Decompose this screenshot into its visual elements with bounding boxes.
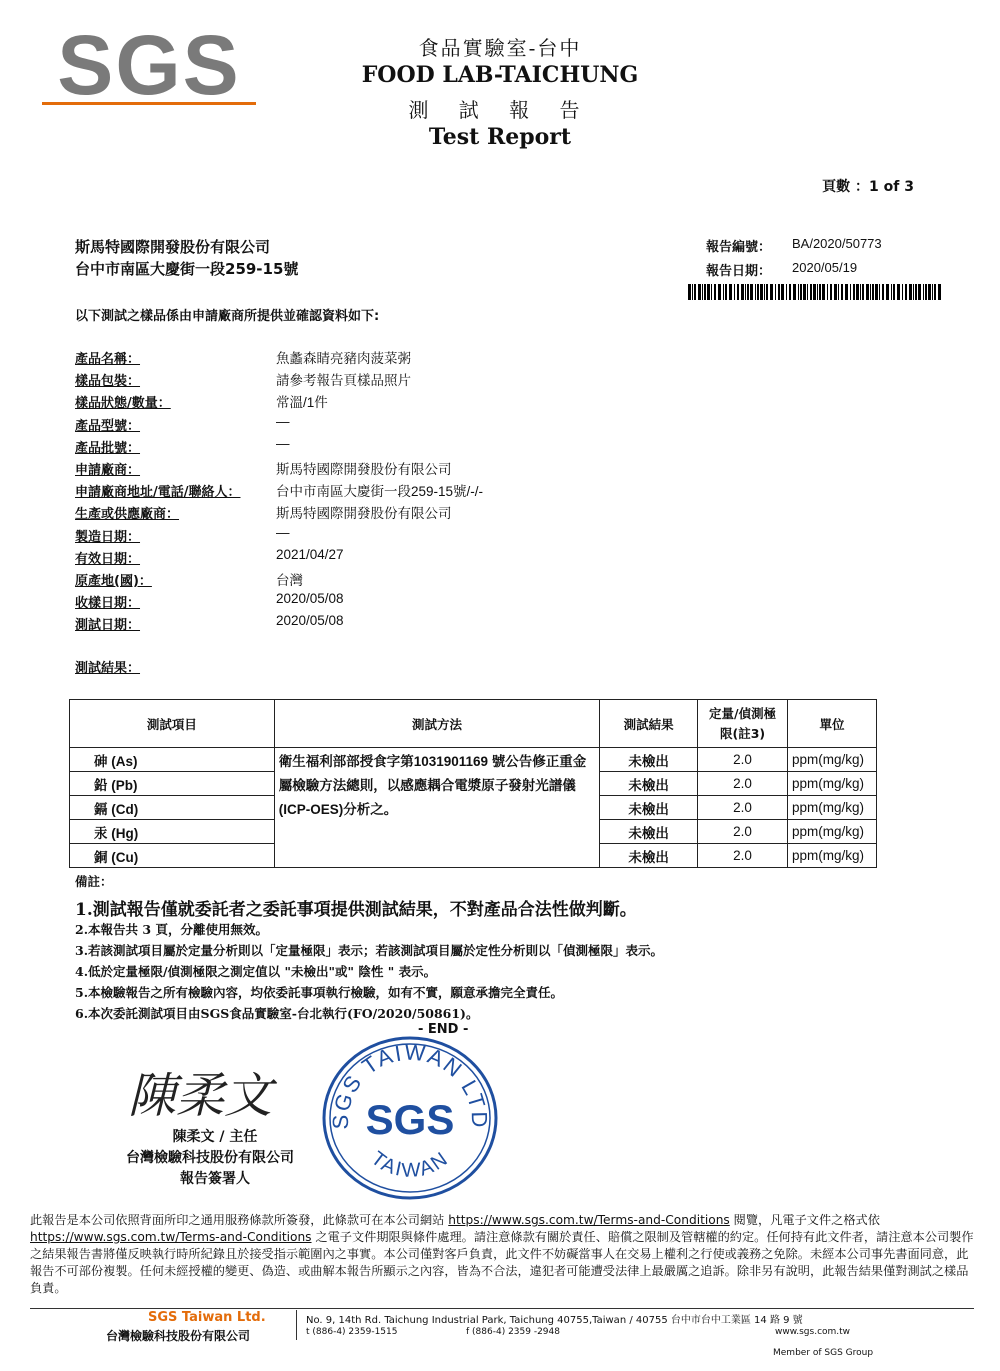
end-mark: - END - xyxy=(418,1022,469,1037)
disclaimer-text-1: 此報告是本公司依照背面所印之通用服務條款所簽發，此條款可在本公司網站 xyxy=(30,1213,449,1227)
barcode-bar xyxy=(694,284,696,300)
svg-text:陳柔文: 陳柔文 xyxy=(127,1068,273,1124)
barcode-bar xyxy=(853,284,855,300)
barcode-bar xyxy=(909,284,912,300)
field-label: 生產或供應廠商： xyxy=(75,507,180,523)
barcode-bar xyxy=(702,284,703,300)
footer-separator xyxy=(296,1310,297,1340)
report-number-label: 報告編號： xyxy=(706,240,772,255)
barcode-bar xyxy=(879,284,880,300)
barcode-bar xyxy=(923,284,924,300)
barcode-bar xyxy=(698,284,701,300)
barcode-bar xyxy=(891,284,892,300)
barcode-bar xyxy=(711,284,712,300)
row-item: 砷 (As) xyxy=(70,748,275,772)
row-unit: ppm(mg/kg) xyxy=(788,748,877,772)
row-limit: 2.0 xyxy=(698,820,788,844)
footer-divider xyxy=(30,1308,974,1309)
barcode-bar xyxy=(741,284,744,300)
barcode-bar xyxy=(872,284,874,300)
row-result: 未檢出 xyxy=(600,772,698,796)
signer-name: 陳柔文 / 主任 xyxy=(172,1129,258,1145)
barcode-bar xyxy=(913,284,914,300)
barcode-bar xyxy=(725,284,727,300)
field-value: 斯馬特國際開發股份有限公司 xyxy=(276,462,452,477)
client-name: 斯馬特國際開發股份有限公司 xyxy=(75,238,271,256)
report-number xyxy=(706,236,882,255)
report-date xyxy=(706,260,858,279)
barcode-bar xyxy=(737,284,739,300)
terms-link-2[interactable]: https://www.sgs.com.tw/Terms-and-Conditions xyxy=(30,1230,312,1244)
header-unit: 單位 xyxy=(788,700,877,748)
handwritten-signature xyxy=(120,1060,280,1130)
barcode-bar xyxy=(793,284,796,300)
table-header-row xyxy=(70,700,877,748)
footer-phone: t (886-4) 2359-1515 xyxy=(306,1327,398,1337)
barcode-bar xyxy=(817,284,818,300)
barcode-bar xyxy=(750,284,753,300)
svg-text:TAIWAN: TAIWAN xyxy=(366,1147,454,1182)
header-result: 測試結果 xyxy=(600,700,698,748)
field-label: 產品批號： xyxy=(75,440,141,456)
disclaimer-text-3: 之電子文件期限與條件處理。請注意條款有關於責任、賠償之限制及管轄權的約定。任何持有此文件者，請注意本公司製作之結果報告書將僅反映執行時所紀錄且於接受指示範圍內之事實。本公司僅對客戶負責，此文件不妨礙當事人在交易上權利之行使或義務之免除。未經本公司事先書面同意，此報告不可部份複製。任何未經授權的變更、偽造、或曲解本報告所顯示之內容，皆為不合法，違犯者可能遭受法律上最嚴厲之追訴。除非另有說明，此報告結果僅對測試之樣品負責。 xyxy=(30,1230,974,1295)
barcode-bar xyxy=(875,284,878,300)
barcode-bar xyxy=(807,284,808,300)
barcode-bar xyxy=(886,284,889,300)
barcode-bar xyxy=(838,284,839,300)
row-result: 未檢出 xyxy=(600,748,698,772)
note-1: 1.測試報告僅就委託者之委託事項提供測試結果，不對產品合法性做判斷。 xyxy=(75,900,637,920)
field-label: 製造日期： xyxy=(75,529,141,545)
barcode-bar xyxy=(862,284,864,300)
barcode-bar xyxy=(707,284,710,300)
footer-website[interactable]: www.sgs.com.tw xyxy=(775,1327,851,1337)
field-label: 有效日期： xyxy=(75,551,141,567)
results-label: 測試結果： xyxy=(75,661,141,676)
barcode-bar xyxy=(775,284,776,300)
barcode-bar xyxy=(932,284,933,300)
header-item: 測試項目 xyxy=(70,700,275,748)
report-date-value: 2020/05/19 xyxy=(792,260,858,275)
field-label: 申請廠商： xyxy=(75,463,141,478)
barcode-bar xyxy=(882,284,884,300)
barcode-bar xyxy=(810,284,812,300)
intro-text: 以下測試之樣品係由申請廠商所提供並確認資料如下: xyxy=(75,309,380,324)
field-label: 產品名稱： xyxy=(75,352,141,367)
barcode-bar xyxy=(902,284,903,300)
barcode-bar xyxy=(745,284,746,300)
field-value: 台中市南區大慶街一段259-15號/-/- xyxy=(276,484,484,500)
note-2: 2.本報告共 3 頁，分離使用無效。 xyxy=(75,922,268,937)
barcode-bar xyxy=(856,284,859,300)
row-unit: ppm(mg/kg) xyxy=(788,772,877,796)
barcode-bar xyxy=(781,284,784,300)
row-result: 未檢出 xyxy=(600,844,698,868)
footer-address: No. 9, 14th Rd. Taichung Industrial Park, Taichung 40755,Taiwan / 40755 台中市台中工業區 14 路 9 號 xyxy=(306,1315,803,1326)
field-value: 2021/04/27 xyxy=(276,546,344,562)
svg-text:SGS TAIWAN LTD: SGS TAIWAN LTD xyxy=(327,1039,493,1130)
footer-fax: f (886-4) 2359 -2948 xyxy=(466,1327,560,1337)
note-6: 6.本次委託測試項目由SGS食品實驗室-台北執行(FO/2020/50861)。 xyxy=(75,1006,479,1021)
barcode-bar xyxy=(800,284,802,300)
row-limit: 2.0 xyxy=(698,772,788,796)
barcode-bar xyxy=(819,284,821,300)
barcode-bar xyxy=(870,284,871,300)
row-limit: 2.0 xyxy=(698,796,788,820)
signer-role: 報告簽署人 xyxy=(180,1171,250,1187)
barcode-bar xyxy=(692,284,693,300)
field-label: 產品型號： xyxy=(75,418,141,434)
results-table xyxy=(69,699,877,868)
barcode-bar xyxy=(770,284,773,300)
footer-company-en: SGS Taiwan Ltd. xyxy=(148,1310,266,1325)
table-row xyxy=(70,748,877,772)
page-number: 頁數 ：1 of 3 xyxy=(822,179,914,195)
barcode-bar xyxy=(834,284,837,300)
barcode-bar xyxy=(688,284,691,300)
barcode-bar xyxy=(905,284,907,300)
barcode-bar xyxy=(915,284,917,300)
row-unit: ppm(mg/kg) xyxy=(788,796,877,820)
row-item: 鉛 (Pb) xyxy=(70,772,275,796)
report-title-en: Test Report xyxy=(428,124,572,150)
field-value: 請參考報告頁樣品照片 xyxy=(276,373,411,389)
field-value: 台灣 xyxy=(276,573,303,588)
header-limit: 定量/偵測極限(註3) xyxy=(698,700,788,748)
note-5: 5.本檢驗報告之所有檢驗內容，均依委託事項執行檢驗，如有不實，願意承擔完全責任。 xyxy=(75,985,564,1000)
barcode-bar xyxy=(897,284,900,300)
report-title-zh: 測 試 報 告 xyxy=(408,98,592,122)
field-value: 斯馬特國際開發股份有限公司 xyxy=(276,506,452,522)
note-3: 3.若該測試項目屬於定量分析則以「定量極限」表示；若該測試項目屬於定性分析則以「偵測極限」表示。 xyxy=(75,943,664,958)
barcode-bar xyxy=(822,284,825,300)
row-unit: ppm(mg/kg) xyxy=(788,844,877,868)
svg-text:SGS: SGS xyxy=(365,1096,455,1143)
barcode-bar xyxy=(789,284,791,300)
barcode-bar xyxy=(764,284,765,300)
barcode-bar xyxy=(845,284,848,300)
barcode xyxy=(688,284,942,300)
footer-member: Member of SGS Group xyxy=(773,1348,874,1358)
barcode-bar xyxy=(893,284,895,300)
field-label: 原產地(國)： xyxy=(75,574,152,589)
field-value: 魚蠡森睛亮豬肉菠菜粥 xyxy=(276,351,411,366)
barcode-bar xyxy=(813,284,816,300)
field-value: 常溫/1件 xyxy=(276,395,328,411)
barcode-bar xyxy=(766,284,768,300)
row-result: 未檢出 xyxy=(600,796,698,820)
lab-title-en: FOOD LAB-TAICHUNG xyxy=(361,62,639,88)
disclaimer-text-2: 閱覽，凡電子文件之格式依 xyxy=(729,1213,880,1227)
barcode-bar xyxy=(866,284,869,300)
field-label: 申請廠商地址/電話/聯絡人： xyxy=(75,485,241,501)
barcode-bar xyxy=(827,284,828,300)
lab-title-zh: 食品實驗室-台中 xyxy=(418,36,582,60)
barcode-bar xyxy=(928,284,931,300)
barcode-bar xyxy=(850,284,851,300)
barcode-bar xyxy=(786,284,787,300)
report-number-value: BA/2020/50773 xyxy=(792,236,882,251)
field-value: 2020/05/08 xyxy=(276,591,344,607)
field-value: 2020/05/08 xyxy=(276,613,344,629)
barcode-bar xyxy=(704,284,706,300)
barcode-bar xyxy=(747,284,749,300)
barcode-bar xyxy=(718,284,721,300)
field-label: 收樣日期： xyxy=(75,596,141,612)
svg-text:SGS: SGS xyxy=(57,22,241,112)
barcode-bar xyxy=(714,284,716,300)
barcode-bar xyxy=(934,284,936,300)
barcode-bar xyxy=(755,284,756,300)
barcode-bar xyxy=(757,284,759,300)
barcode-bar xyxy=(734,284,735,300)
barcode-bar xyxy=(778,284,780,300)
barcode-bar xyxy=(798,284,799,300)
barcode-bar xyxy=(803,284,806,300)
barcode-bar xyxy=(925,284,927,300)
barcode-bar xyxy=(830,284,832,300)
field-label: 測試日期： xyxy=(75,618,141,634)
row-result: 未檢出 xyxy=(600,820,698,844)
row-item: 銅 (Cu) xyxy=(70,844,275,868)
barcode-bar xyxy=(760,284,763,300)
field-value: — xyxy=(276,524,290,540)
row-limit: 2.0 xyxy=(698,844,788,868)
report-date-label: 報告日期： xyxy=(706,264,772,279)
signer-company: 台灣檢驗科技股份有限公司 xyxy=(126,1150,294,1166)
note-4: 4.低於定量極限/偵測極限之測定值以 "未檢出"或" 陰性 " 表示。 xyxy=(75,964,437,979)
test-method: 衛生福利部部授食字第1031901169 號公告修正重金屬檢驗方法總則，以感應耦合電漿原子發射光譜儀(ICP-OES)分析之。 xyxy=(274,748,600,868)
field-label: 樣品狀態/數量： xyxy=(75,396,171,412)
barcode-bar xyxy=(918,284,921,300)
row-unit: ppm(mg/kg) xyxy=(788,820,877,844)
header-method: 測試方法 xyxy=(274,700,600,748)
row-item: 鎘 (Cd) xyxy=(70,796,275,820)
barcode-bar xyxy=(729,284,732,300)
field-label: 樣品包裝： xyxy=(75,374,141,390)
notes-label: 備註： xyxy=(75,874,113,889)
sgs-taiwan-stamp xyxy=(320,1030,500,1200)
barcode-bar xyxy=(938,284,941,300)
field-value: — xyxy=(276,413,290,429)
field-value: — xyxy=(276,435,290,451)
terms-link[interactable]: https://www.sgs.com.tw/Terms-and-Conditions xyxy=(448,1213,730,1227)
footer-company-zh: 台灣檢驗科技股份有限公司 xyxy=(106,1329,251,1343)
client-address: 台中市南區大慶街一段259-15號 xyxy=(75,260,299,278)
disclaimer xyxy=(30,1212,974,1297)
row-limit: 2.0 xyxy=(698,748,788,772)
row-item: 汞 (Hg) xyxy=(70,820,275,844)
barcode-bar xyxy=(841,284,843,300)
barcode-bar xyxy=(860,284,861,300)
barcode-bar xyxy=(723,284,724,300)
